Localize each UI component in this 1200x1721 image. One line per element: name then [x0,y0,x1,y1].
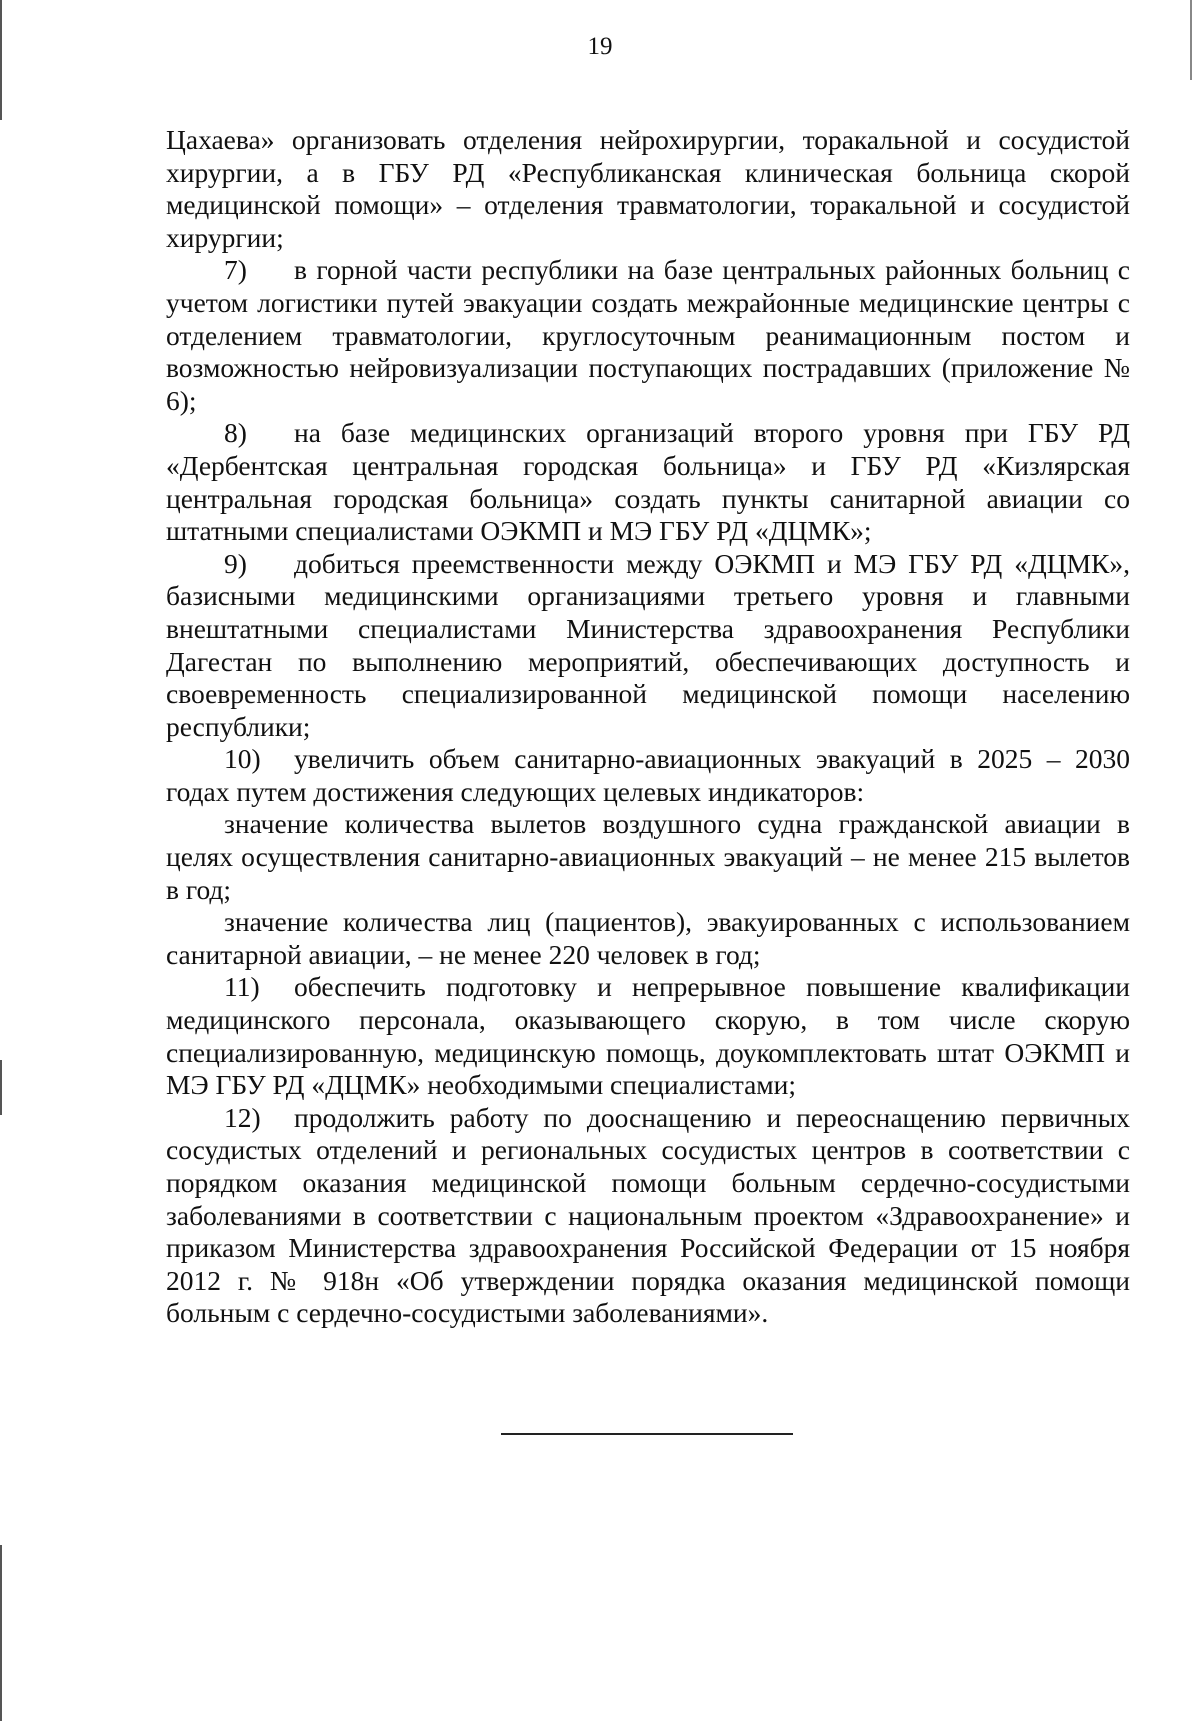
item-number: 8) [224,417,247,449]
page-number: 19 [587,33,613,60]
list-item-8 [166,417,1130,547]
item-number: 11) [224,971,260,1003]
intro-paragraph: Цахаева» организовать отделения нейрохирургии, торакальной и сосудистой хирургии, а в ГБУ РД «Республиканская клиническая больница скорой медицинской помощи» – отделения травматологии, торакальной и сосудистой хирургии; [166,124,1130,253]
item-text: добиться преемственности между ОЭКМП и МЭ ГБУ РД «ДЦМК», базисными медицинскими организациями третьего уровня и главными внештатными специалистами Министерства здравоохранения Республики Дагестан по выполнению мероприятий, обеспечивающих доступность и своевременность специализированной медицинской помощи населению республики; [166,547,1130,742]
item-number: 7) [224,254,247,286]
indicator-patients: значение количества лиц (пациентов), эвакуированных с использованием санитарной авиации, – не менее 220 человек в год; [166,906,1130,970]
scan-edge-mark [0,1060,2,1115]
list-item-10 [166,743,1130,808]
closing-divider [501,1433,793,1435]
item-text: увеличить объем санитарно-авиационных эвакуаций в 2025 – 2030 годах путем достижения следующих целевых индикаторов: [166,743,1130,807]
item-number: 10) [224,743,261,775]
item-text: на базе медицинских организаций второго уровня при ГБУ РД «Дербентская центральная городская больница» и ГБУ РД «Кизлярская центральная городская больница» создать пункты санитарной авиации со штатными специалистами ОЭКМП и МЭ ГБУ РД «ДЦМК»; [166,417,1130,547]
item-text: продолжить работу по дооснащению и переоснащению первичных сосудистых отделений и региональных сосудистых центров в соответствии с порядком оказания медицинской помощи больным сердечно-сосудистыми заболеваниями в соответствии с национальным проектом «Здравоохранение» и приказом Министерства здравоохранения Российской Федерации от 15 ноября 2012 г. № 918н «Об утверждении порядка оказания медицинской помощи больным с сердечно-сосудистыми заболеваниями». [166,1101,1130,1329]
item-number: 9) [224,547,247,579]
indicator-flights: значение количества вылетов воздушного судна гражданской авиации в целях осуществления санитарно-авиационных эвакуаций – не менее 215 вылетов в год; [166,808,1130,905]
list-item-9 [166,548,1130,744]
item-text: обеспечить подготовку и непрерывное повышение квалификации медицинского персонала, оказывающего скорую, в том числе скорую специализированную, медицинскую помощь, доукомплектовать штат ОЭКМП и МЭ ГБУ РД «ДЦМК» необходимыми специалистами; [166,971,1130,1101]
document-body [166,124,1130,1330]
list-item-7 [166,254,1130,417]
list-item-11 [166,971,1130,1101]
scan-edge-mark [0,1545,2,1721]
list-item-12 [166,1102,1130,1330]
item-number: 12) [224,1101,261,1133]
item-text: в горной части республики на базе центральных районных больниц с учетом логистики путей эвакуации создать межрайонные медицинские центры с отделением травматологии, круглосуточным реанимационным постом и возможностью нейровизуализации поступающих пострадавших (приложение № 6); [166,254,1130,416]
